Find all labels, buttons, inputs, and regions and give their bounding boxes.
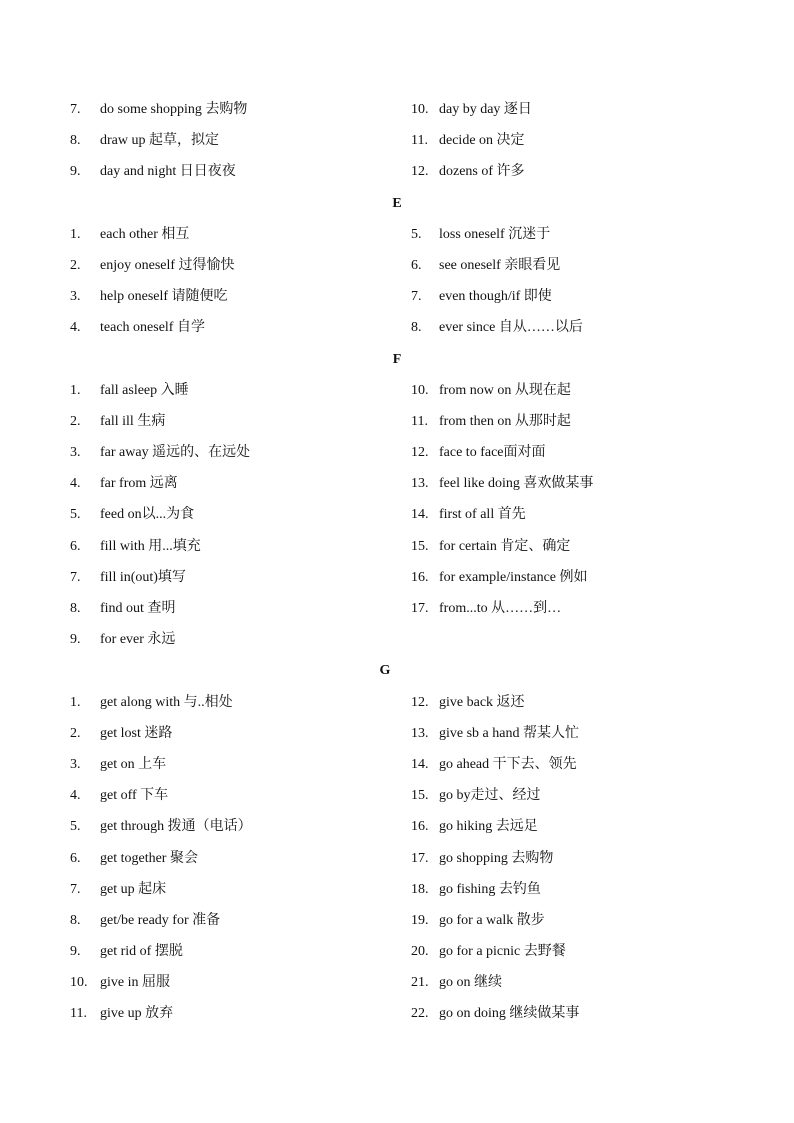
item-number: 5. (70, 507, 81, 523)
list-item (70, 156, 390, 187)
item-phrase: far from 远离 (100, 476, 178, 492)
list-item (411, 531, 741, 562)
item-phrase: give sb a hand 帮某人忙 (439, 725, 579, 741)
item-phrase: for ever 永远 (100, 632, 176, 648)
item-phrase: get/be ready for 准备 (100, 912, 221, 928)
item-phrase: first of all 首先 (439, 507, 526, 523)
list-item (411, 562, 741, 593)
list-row (0, 281, 794, 312)
item-phrase: help oneself 请随便吃 (100, 289, 228, 305)
item-number: 14. (411, 507, 429, 523)
list-item (411, 874, 741, 905)
list-item (70, 437, 390, 468)
item-phrase: give back 返还 (439, 694, 525, 710)
section-header-f: F (392, 351, 402, 367)
list-row (0, 406, 794, 437)
item-number: 5. (70, 819, 81, 835)
item-number: 1. (70, 226, 81, 242)
item-number: 15. (411, 538, 429, 554)
item-phrase: even though/if 即使 (439, 289, 552, 305)
item-number: 7. (411, 289, 422, 305)
list-item (411, 936, 741, 967)
item-phrase: go on doing 继续做某事 (439, 1006, 580, 1022)
list-item (70, 874, 390, 905)
list-row (0, 156, 794, 187)
item-phrase: get rid of 摆脱 (100, 944, 183, 960)
item-phrase: loss oneself 沉迷于 (439, 226, 551, 242)
item-number: 13. (411, 476, 429, 492)
item-number: 6. (70, 850, 81, 866)
item-phrase: go for a picnic 去野餐 (439, 944, 566, 960)
item-number: 3. (70, 445, 81, 461)
item-number: 12. (411, 445, 429, 461)
list-item (411, 811, 741, 842)
item-number: 6. (411, 257, 422, 273)
list-row (0, 998, 794, 1029)
item-phrase: get up 起床 (100, 881, 167, 897)
list-item (411, 437, 741, 468)
item-phrase: feed on以...为食 (100, 507, 195, 523)
list-item (70, 250, 390, 281)
item-phrase: go hiking 去远足 (439, 819, 538, 835)
list-item (70, 624, 390, 655)
list-item (70, 281, 390, 312)
list-item (70, 998, 390, 1029)
section-header-g: G (379, 663, 391, 679)
list-item (70, 967, 390, 998)
list-item (411, 125, 741, 156)
item-number: 8. (70, 133, 81, 149)
item-phrase: go ahead 干下去、领先 (439, 756, 577, 772)
list-item (70, 94, 390, 125)
item-phrase: get lost 迷路 (100, 725, 173, 741)
item-phrase: go on 继续 (439, 975, 502, 991)
list-item (411, 749, 741, 780)
item-phrase: go for a walk 散步 (439, 912, 545, 928)
list-row (0, 250, 794, 281)
item-phrase: far away 遥远的、在远处 (100, 445, 251, 461)
list-item (411, 156, 741, 187)
list-item (70, 406, 390, 437)
item-phrase: each other 相互 (100, 226, 190, 242)
item-phrase: day by day 逐日 (439, 102, 532, 117)
item-phrase: fall asleep 入睡 (100, 382, 189, 398)
item-number: 5. (411, 226, 422, 242)
list-item (411, 250, 741, 281)
item-number: 7. (70, 881, 81, 897)
item-phrase: give in 屈服 (100, 975, 170, 991)
list-item (70, 468, 390, 499)
list-row (0, 499, 794, 530)
item-number: 11. (411, 413, 428, 429)
list-item (411, 967, 741, 998)
item-number: 2. (70, 725, 81, 741)
list-row (0, 624, 794, 655)
item-number: 9. (70, 944, 81, 960)
vocabulary-document (0, 94, 794, 1030)
item-number: 10. (411, 102, 429, 117)
list-item (411, 281, 741, 312)
list-item (411, 219, 741, 250)
item-number: 10. (411, 382, 429, 398)
list-item (70, 780, 390, 811)
item-number: 22. (411, 1006, 429, 1022)
list-row (0, 718, 794, 749)
section-header-e: E (392, 195, 402, 211)
list-item (70, 312, 390, 343)
list-item (70, 843, 390, 874)
list-item (411, 94, 741, 125)
item-number: 9. (70, 164, 81, 180)
item-phrase: get together 聚会 (100, 850, 198, 866)
item-number: 6. (70, 538, 81, 554)
list-item (70, 562, 390, 593)
item-number: 15. (411, 788, 429, 804)
list-row (0, 749, 794, 780)
list-row (0, 312, 794, 343)
item-phrase: go by走过、经过 (439, 788, 541, 804)
list-item (70, 749, 390, 780)
item-phrase: fall ill 生病 (100, 413, 166, 429)
list-item (411, 780, 741, 811)
list-row (0, 843, 794, 874)
item-phrase: see oneself 亲眼看见 (439, 257, 561, 273)
item-phrase: day and night 日日夜夜 (100, 164, 236, 180)
list-item (411, 406, 741, 437)
item-phrase: find out 查明 (100, 601, 176, 616)
item-phrase: from now on 从现在起 (439, 382, 571, 398)
item-number: 7. (70, 569, 81, 585)
list-row (0, 468, 794, 499)
item-number: 18. (411, 881, 429, 897)
list-item (70, 811, 390, 842)
list-item (411, 998, 741, 1029)
item-number: 2. (70, 257, 81, 273)
item-number: 14. (411, 756, 429, 772)
list-row (0, 905, 794, 936)
item-number: 19. (411, 912, 429, 928)
item-number: 4. (70, 320, 81, 336)
item-number: 10. (70, 975, 88, 991)
list-row (0, 375, 794, 406)
list-item (411, 312, 741, 343)
list-item (411, 905, 741, 936)
list-item (70, 718, 390, 749)
item-phrase: do some shopping 去购物 (100, 102, 248, 117)
item-phrase: enjoy oneself 过得愉快 (100, 257, 235, 273)
list-item (70, 593, 390, 624)
list-row (0, 94, 794, 125)
item-phrase: give up 放弃 (100, 1006, 174, 1022)
list-row (0, 874, 794, 905)
item-phrase: feel like doing 喜欢做某事 (439, 476, 594, 492)
list-row (0, 437, 794, 468)
list-row (0, 811, 794, 842)
item-number: 7. (70, 102, 81, 117)
item-phrase: get along with 与..相处 (100, 694, 233, 710)
item-number: 3. (70, 756, 81, 772)
list-item (411, 499, 741, 530)
item-phrase: decide on 决定 (439, 133, 525, 149)
item-number: 4. (70, 476, 81, 492)
item-number: 8. (70, 912, 81, 928)
item-number: 9. (70, 632, 81, 648)
list-row (0, 936, 794, 967)
item-number: 20. (411, 944, 429, 960)
item-number: 11. (411, 133, 428, 149)
item-number: 1. (70, 694, 81, 710)
item-phrase: get on 上车 (100, 756, 167, 772)
item-number: 3. (70, 289, 81, 305)
list-item (70, 219, 390, 250)
item-phrase: from then on 从那时起 (439, 413, 571, 429)
item-phrase: ever since 自从……以后 (439, 320, 583, 336)
item-phrase: go fishing 去钓鱼 (439, 881, 541, 897)
list-item (70, 531, 390, 562)
list-row (0, 531, 794, 562)
list-item (411, 593, 741, 624)
item-phrase: teach oneself 自学 (100, 320, 205, 336)
item-number: 21. (411, 975, 429, 991)
list-row (0, 967, 794, 998)
item-number: 2. (70, 413, 81, 429)
list-row (0, 687, 794, 718)
item-number: 8. (411, 320, 422, 336)
list-item (70, 375, 390, 406)
item-number: 17. (411, 850, 429, 866)
list-item (411, 468, 741, 499)
item-number: 12. (411, 164, 429, 180)
item-number: 13. (411, 725, 429, 741)
item-phrase: get off 下车 (100, 788, 169, 804)
list-item (411, 375, 741, 406)
item-number: 1. (70, 382, 81, 398)
item-phrase: go shopping 去购物 (439, 850, 554, 866)
item-phrase: fill in(out)填写 (100, 569, 186, 585)
list-item (70, 905, 390, 936)
item-number: 17. (411, 601, 429, 616)
item-phrase: get through 拨通（电话） (100, 819, 252, 835)
item-phrase: draw up 起草，拟定 (100, 133, 219, 149)
item-number: 12. (411, 694, 429, 710)
item-number: 4. (70, 788, 81, 804)
list-row (0, 562, 794, 593)
item-phrase: for certain 肯定、确定 (439, 538, 571, 554)
item-phrase: fill with 用...填充 (100, 538, 201, 554)
list-item (70, 687, 390, 718)
item-number: 16. (411, 569, 429, 585)
item-phrase: for example/instance 例如 (439, 569, 588, 585)
item-number: 11. (70, 1006, 87, 1022)
item-number: 16. (411, 819, 429, 835)
list-item (411, 843, 741, 874)
item-phrase: from...to 从……到… (439, 601, 562, 616)
list-row (0, 593, 794, 624)
list-row (0, 780, 794, 811)
list-item (411, 687, 741, 718)
list-item (411, 718, 741, 749)
list-item (70, 499, 390, 530)
item-phrase: dozens of 许多 (439, 164, 525, 180)
list-item (70, 936, 390, 967)
item-phrase: face to face面对面 (439, 445, 546, 461)
list-row (0, 125, 794, 156)
list-row (0, 219, 794, 250)
item-number: 8. (70, 601, 81, 616)
list-item (70, 125, 390, 156)
